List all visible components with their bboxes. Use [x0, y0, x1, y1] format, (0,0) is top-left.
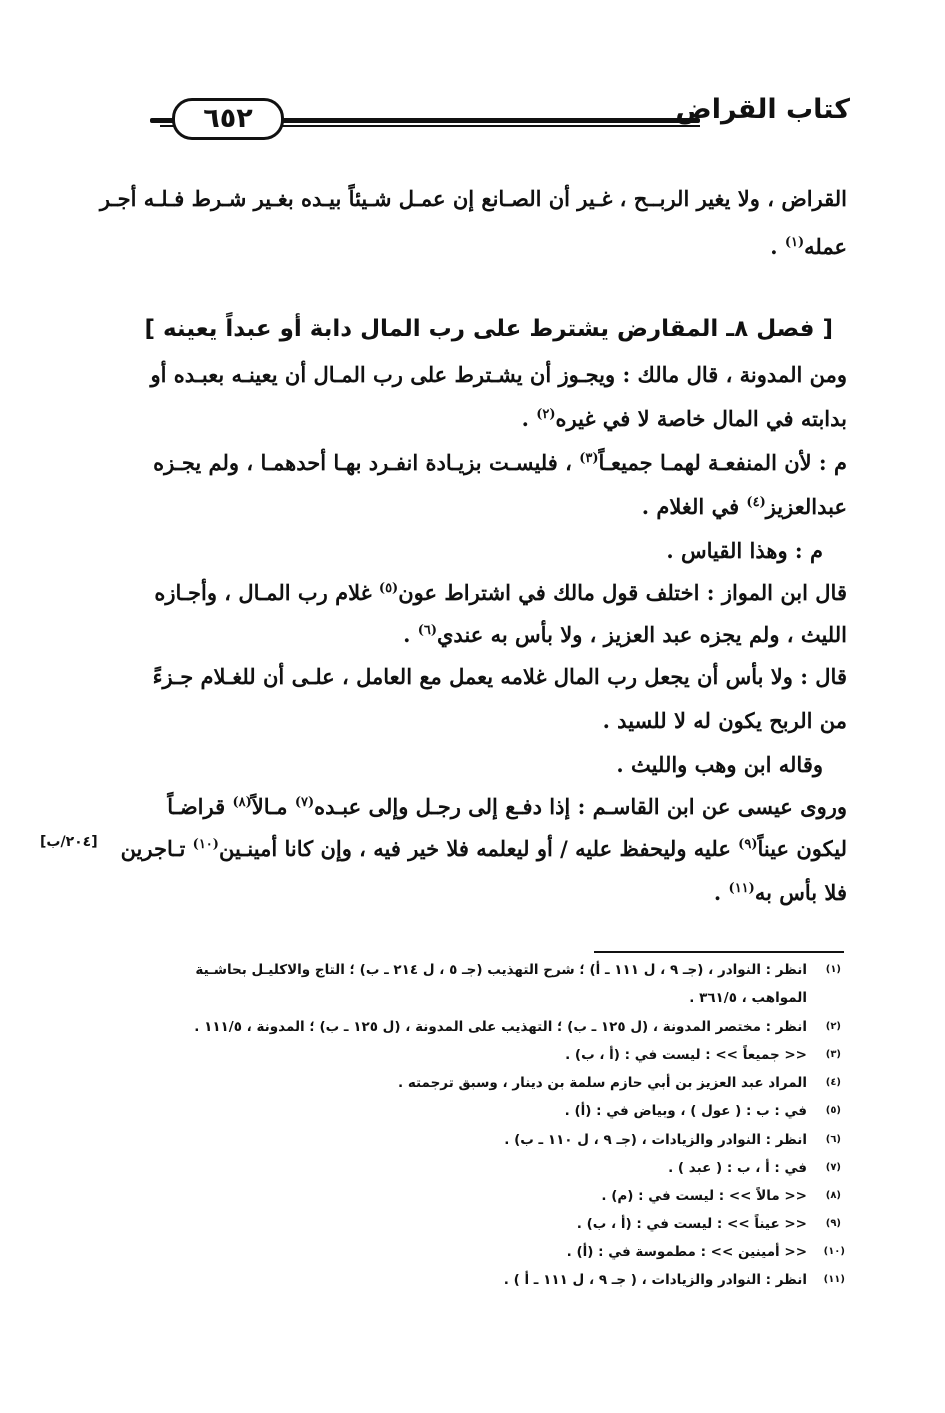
body-line: عمله$^{(١)}$ .	[770, 234, 847, 259]
body-line: ليكون عيناً$^{(٩)}$ عليه وليحفظ عليه / أو ليعلمه فلا خير فيه ، وإن كانا أمينـين$^{(١٠)}$ تـاجرين	[120, 836, 847, 861]
footnote-ref: (١)	[784, 235, 805, 250]
footnote-number: (٣)	[825, 1049, 841, 1060]
body-line: م : لأن المنفعـة لهمـا جميعـاً$^{(٣)}$ ، فليسـت بزيـادة انفـرد بهـا أحدهمـا ، ولم يجـزه	[153, 450, 847, 475]
body-line: فلا بأس به$^{(١١)}$ .	[713, 880, 847, 905]
footnote-text: انظر : النوادر ، (جـ ٩ ، ل ١١١ ـ أ) ؛ شرح التهذيب (جـ ٥ ، ل ٢١٤ ـ ب) ؛ التاج والاكليـل بحاشـية	[195, 962, 807, 978]
body-line: وقاله ابن وهب والليث .	[616, 752, 823, 777]
body-line: قال : ولا بأس أن يجعل رب المال غلامه يعمل مع العامل ، علـى أن للغـلام جـزءً	[152, 664, 847, 689]
footnote-text: << مالاً >> : ليست في : (م) .	[601, 1188, 807, 1204]
footnote-number: (٥)	[825, 1105, 841, 1116]
body-line: من الربح يكون له لا للسيد .	[602, 708, 847, 733]
footnote-ref: (٣)	[579, 451, 599, 466]
footnote-number: (١١)	[823, 1274, 845, 1285]
footnote-text: في : ب : ( عول ) ، وبياض في : (أ) .	[564, 1103, 807, 1119]
footnote-text: انظر : مختصر المدونة ، (ل ١٢٥ ـ ب) ؛ التهذيب على المدونة ، (ل ١٢٥ ـ ب) ؛ المدونة ، ١١١/٥ .	[194, 1019, 807, 1035]
footnote-ref: (٤)	[746, 495, 766, 510]
footnote-text: << جميعاً >> : ليست في : (أ ، ب) .	[565, 1047, 807, 1063]
footnote-number: (١٠)	[823, 1246, 845, 1257]
footnote-number: (٧)	[825, 1162, 841, 1173]
footnote-text: انظر : النوادر والزيادات ، (جـ ٩ ، ل ١١٠ ـ ب) .	[504, 1132, 807, 1148]
footnote-text: << أمينين >> : مطموسة في : (أ) .	[566, 1244, 807, 1260]
manuscript-folio-marker: [٢٠٤/ب]	[40, 834, 98, 850]
body-line: بدابته في المال خاصة لا في غيره$^{(٢)}$ .	[521, 406, 847, 431]
footnote-ref: (١١)	[728, 881, 755, 896]
footnote-ref: (٥)	[378, 581, 399, 596]
footnote-separator	[594, 951, 844, 953]
footnote-text: << عيناً >> : ليست في : (أ ، ب) .	[576, 1216, 807, 1232]
footnote-number: (٤)	[825, 1077, 841, 1088]
footnote-number: (٨)	[825, 1190, 841, 1201]
footnote-ref: (١٠)	[192, 837, 219, 852]
footnote-text-continued: المواهب ، ٣٦١/٥ .	[689, 990, 807, 1006]
footnote-number: (٢)	[825, 1021, 841, 1032]
footnote-ref: (٦)	[417, 623, 437, 638]
body-line: الليث ، ولم يجزه عبد العزيز ، ولا بأس به عندي$^{(٦)}$ .	[403, 622, 847, 647]
footnote-ref: (٢)	[536, 407, 556, 422]
footnote-ref: (٧)	[294, 795, 315, 810]
body-line: عبدالعزيز$^{(٤)}$ في الغلام .	[641, 494, 847, 519]
footnote-number: (١)	[825, 964, 841, 975]
body-line: ومن المدونة ، قال مالك : ويجـوز أن يشـترط على رب المـال أن يعينـه بعبـده أو	[150, 362, 847, 387]
body-line: وروى عيسى عن ابن القاسـم : إذا دفـع إلى رجـل وإلى عبـده$^{(٧)}$ مـالاً$^{(٨)}$ قراضـاً	[167, 794, 847, 819]
footnote-ref: (٨)	[232, 795, 252, 810]
footnote-text: انظر : النوادر والزيادات ، ( جـ ٩ ، ل ١١١ ـ أ ) .	[503, 1272, 807, 1288]
page-number: ٦٥٢	[172, 98, 284, 140]
body-line: القراض ، ولا يغير الربــح ، غـير أن الصـانع إن عمـل شـيئاً بيـده بغـير شـرط فـلـه أجـر	[99, 186, 847, 211]
section-title: [ فصل ٨ـ المقارض يشترط على رب المال دابة أو عبداً يعينه ]	[144, 316, 833, 342]
footnote-text: المراد عبد العزيز بن أبي حازم سلمة بن دينار ، وسبق ترجمته .	[398, 1075, 807, 1091]
footnote-text: في : أ ، ب : ( عبد ) .	[668, 1160, 807, 1176]
body-line: قال ابن المواز : اختلف قول مالك في اشتراط عون$^{(٥)}$ غلام رب المـال ، وأجـازه	[154, 580, 847, 605]
footnote-number: (٦)	[825, 1134, 841, 1145]
book-title: كتاب القراض	[675, 94, 850, 125]
footnote-ref: (٩)	[738, 837, 758, 852]
body-line: م : وهذا القياس .	[666, 538, 823, 563]
page-header	[150, 92, 850, 138]
footnote-number: (٩)	[825, 1218, 841, 1229]
